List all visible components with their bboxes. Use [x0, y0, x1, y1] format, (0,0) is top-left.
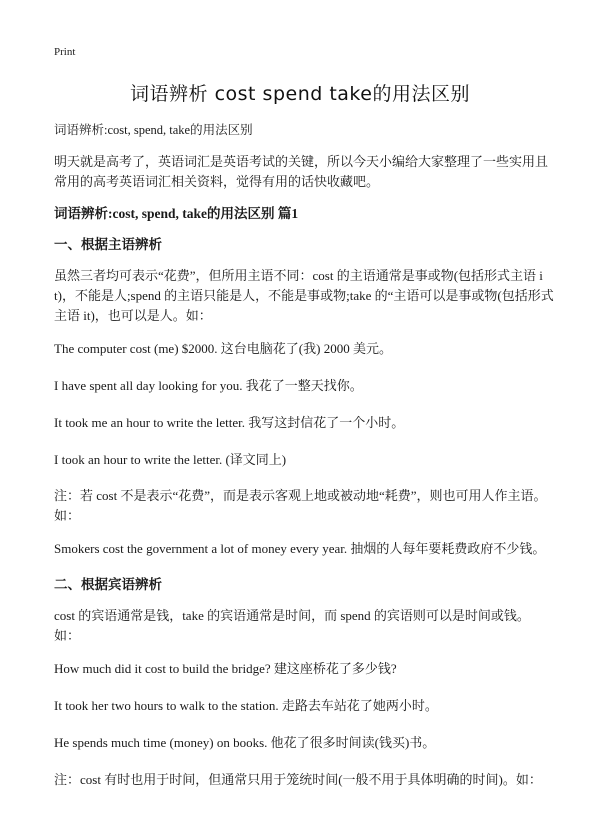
- section1-note: 注：若 cost 不是表示“花费”，而是表示客观上地或被动地“耗费”，则也可用人作主语。如：: [54, 488, 547, 523]
- section1-heading: 一、根据主语辨析: [54, 237, 162, 252]
- example-sentence: I took an hour to write the letter. (译文同上): [54, 452, 287, 467]
- example-sentence: He spends much time (money) on books. 他花了很多时间读(钱买)书。: [54, 735, 436, 750]
- print-label: Print: [54, 46, 76, 58]
- document-body: [54, 120, 554, 790]
- section2-heading: 二、根据宾语辨析: [54, 577, 162, 592]
- section2-body: cost 的宾语通常是钱，take 的宾语通常是时间，而 spend 的宾语则可以是时间或钱。如：: [54, 608, 530, 643]
- example-sentence: It took her two hours to walk to the station. 走路去车站花了她两小时。: [54, 698, 438, 713]
- note-example: Smokers cost the government a lot of money every year. 抽烟的人每年要耗费政府不少钱。: [54, 541, 546, 556]
- document-subtitle: 词语辨析:cost, spend, take的用法区别: [54, 123, 253, 137]
- section2-note: 注：cost 有时也用于时间，但通常只用于笼统时间(一般不用于具体明确的时间)。如：: [54, 772, 542, 787]
- example-sentence: How much did it cost to build the bridge? 建这座桥花了多少钱?: [54, 661, 397, 676]
- section1-body: 虽然三者均可表示“花费”，但所用主语不同：cost 的主语通常是事或物(包括形式主语 it)，不能是人;spend 的主语只能是人，不能是事或物;take 的“主语可以是事或物(包括形式主语 it)，也可以是人。如：: [54, 268, 554, 323]
- example-sentence: I have spent all day looking for you. 我花了一整天找你。: [54, 378, 363, 393]
- page-title: 词语辨析 cost spend take的用法区别: [130, 83, 470, 105]
- example-sentence: It took me an hour to write the letter. 我写这封信花了一个小时。: [54, 415, 405, 430]
- part-heading: 词语辨析:cost, spend, take的用法区别 篇1: [54, 206, 299, 221]
- example-sentence: The computer cost (me) $2000. 这台电脑花了(我) 2000 美元。: [54, 341, 392, 356]
- intro-paragraph: 明天就是高考了，英语词汇是英语考试的关键，所以今天小编给大家整理了一些实用且常用的高考英语词汇相关资料，觉得有用的话快收藏吧。: [54, 154, 549, 189]
